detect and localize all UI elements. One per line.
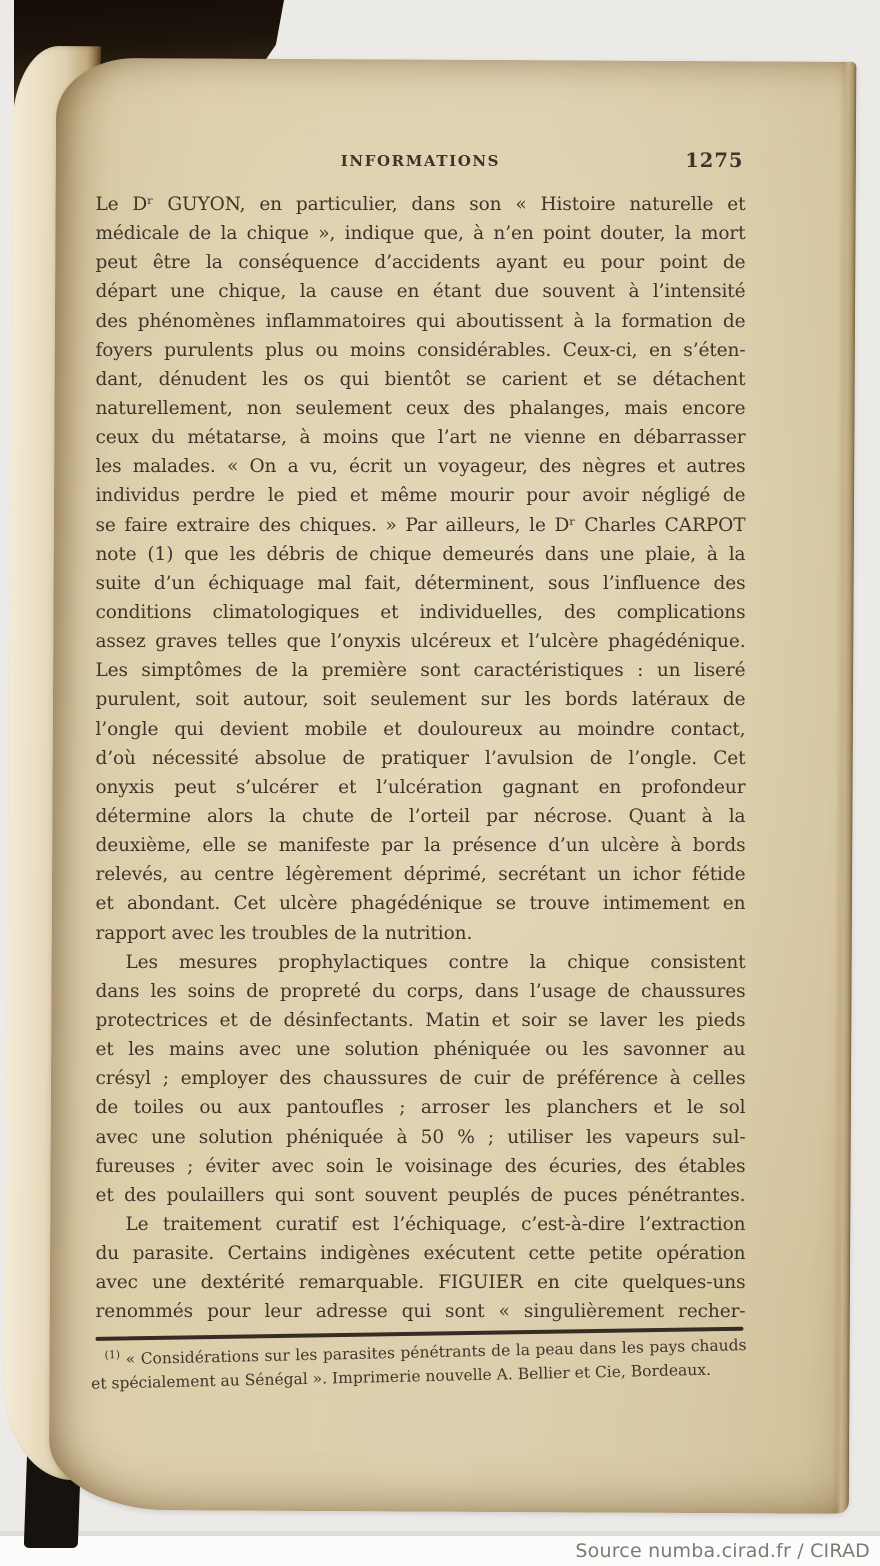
text-line: départ une chique, la cause en étant due souvent à l’intensité — [95, 281, 746, 303]
text-line: crésyl ; employer des chaussures de cuir de préférence à celles — [95, 1067, 746, 1089]
text-line: onyxis peut s’ulcérer et l’ulcération gagnant en profondeur — [95, 776, 746, 798]
text-line: note (1) que les débris de chique demeurés dans une plaie, à la — [95, 543, 746, 565]
text-line: et les mains avec une solution phéniquée ou les savonner au — [95, 1038, 746, 1060]
footnote-line: et spécialement au Sénégal ». Imprimerie nouvelle A. Bellier et Cie, Bordeaux. — [90, 1360, 712, 1393]
text-line: assez graves telles que l’onyxis ulcéreux et l’ulcère phagédénique. — [95, 630, 746, 652]
text-line: dant, dénudent les os qui bientôt se carient et se détachent — [95, 368, 746, 390]
text-line: Les simptômes de la première sont caractéristiques : un liseré — [95, 660, 746, 682]
text-line: protectrices et de désinfectants. Matin et soir se laver les pieds — [95, 1009, 746, 1031]
watermark-text: Source numba.cirad.fr / CIRAD — [575, 1540, 870, 1562]
text-line: et abondant. Cet ulcère phagédénique se trouve intimement en — [95, 893, 746, 915]
footnote — [90, 1329, 747, 1396]
text-line: de toiles ou aux pantoufles ; arroser les planchers et le sol — [95, 1097, 746, 1119]
text-line: d’où nécessité absolue de pratiquer l’avulsion de l’ongle. Cet — [95, 747, 746, 769]
text-line: l’ongle qui devient mobile et douloureux au moindre contact, — [95, 718, 746, 740]
running-title: INFORMATIONS — [340, 151, 501, 170]
text-line: avec une dextérité remarquable. FIGUIER en cite quelques-uns — [95, 1271, 746, 1293]
footnote-marker: (1) — [104, 1348, 121, 1362]
text-line: naturellement, non seulement ceux des phalanges, mais encore — [95, 397, 746, 419]
text-line: purulent, soit autour, soit seulement sur les bords latéraux de — [95, 689, 746, 711]
footnote-text: « Considérations sur les parasites pénétrants de la peau dans les pays chauds — [125, 1336, 747, 1369]
book-page — [49, 58, 857, 1514]
watermark-bar — [0, 1536, 880, 1566]
text-line: dans les soins de propreté du corps, dans l’usage de chaussures — [95, 980, 746, 1002]
text-line: médicale de la chique », indique que, à n’en point douter, la mort — [95, 222, 746, 244]
text-line: Le traitement curatif est l’échiquage, c’est-à-dire l’extraction — [125, 1213, 746, 1235]
body-text — [95, 190, 745, 1326]
text-line: renommés pour leur adresse qui sont « singulièrement recher- — [95, 1301, 746, 1323]
text-line: se faire extraire des chiques. » Par ailleurs, le Dʳ Charles CARPOT — [95, 514, 746, 536]
page-number: 1275 — [685, 148, 744, 172]
text-line: conditions climatologiques et individuelles, des complications — [95, 601, 746, 623]
text-line: détermine alors la chute de l’orteil par nécrose. Quant à la — [95, 805, 746, 827]
text-line: fureuses ; éviter avec soin le voisinage des écuries, des étables — [95, 1155, 746, 1177]
text-line: et des poulaillers qui sont souvent peuplés de puces pénétrantes. — [95, 1184, 746, 1206]
text-line: du parasite. Certains indigènes exécutent cette petite opération — [95, 1242, 746, 1264]
text-line: individus perdre le pied et même mourir pour avoir négligé de — [95, 485, 746, 507]
text-line: les malades. « On a vu, écrit un voyageur, des nègres et autres — [95, 456, 746, 478]
text-line: Le Dʳ GUYON, en particulier, dans son « Histoire naturelle et — [95, 193, 746, 215]
text-line: relevés, au centre légèrement déprimé, secrétant un ichor fétide — [95, 864, 746, 886]
text-line: avec une solution phéniquée à 50 % ; utiliser les vapeurs sul- — [95, 1126, 746, 1148]
page-header — [95, 148, 745, 176]
text-line: ceux du métatarse, à moins que l’art ne vienne en débarrasser — [95, 426, 746, 448]
text-line: deuxième, elle se manifeste par la présence d’un ulcère à bords — [95, 834, 746, 856]
text-line: Les mesures prophylactiques contre la chique consistent — [125, 951, 746, 973]
text-line: rapport avec les troubles de la nutrition. — [95, 922, 473, 944]
text-line: foyers purulents plus ou moins considérables. Ceux-ci, en s’éten- — [95, 339, 746, 361]
text-line: suite d’un échiquage mal fait, déterminent, sous l’influence des — [95, 572, 746, 594]
page-content — [55, 60, 855, 1512]
text-line: peut être la conséquence d’accidents ayant eu pour point de — [95, 252, 746, 274]
text-line: des phénomènes inflammatoires qui aboutissent à la formation de — [95, 310, 746, 332]
